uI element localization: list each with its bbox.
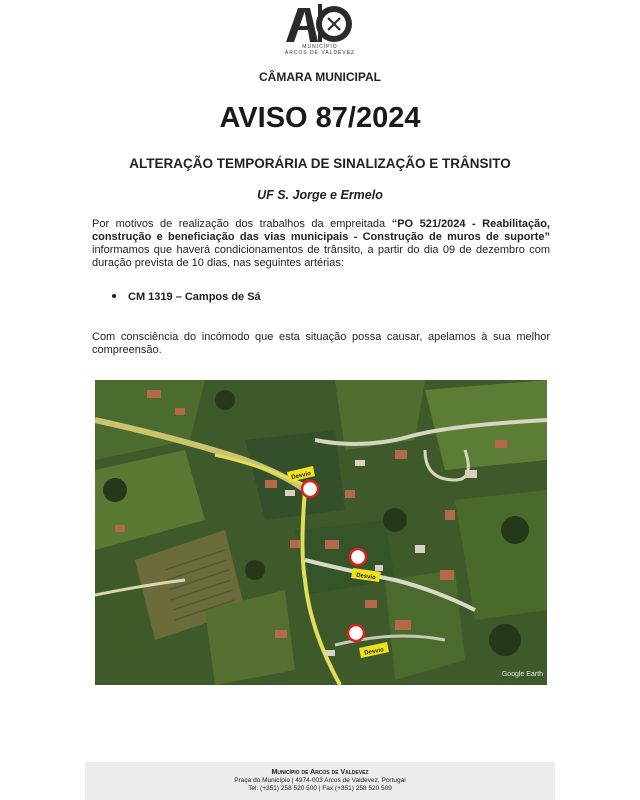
logo-caption: MUNICÍPIO ARCOS DE VALDEVEZ	[284, 44, 356, 56]
footer-name: Município de Arcos de Valdevez	[271, 769, 369, 776]
footer-address: Praça do Município | 4974-003 Arcos de Valdevez, Portugal	[234, 777, 406, 784]
footer	[85, 762, 555, 800]
svg-text:Desvio: Desvio	[363, 647, 385, 657]
intro-paragraph: Por motivos de realização dos trabalhos da empreitada “PO 521/2024 - Reabilitação, construção e beneficiação das vias municipais - Construção de muros de suporte” informamos que haverá condicionamentos de trânsito, a partir do dia 09 de dezembro com duração prevista de 10 dias, nas seguintes artérias:	[92, 218, 550, 269]
notice-title: AVISO 87/2024	[219, 102, 421, 134]
traffic-sign-icon	[348, 625, 364, 641]
closing-paragraph: Com consciência do incómodo que esta situação possa causar, apelamos à sua melhor compreensão.	[92, 331, 550, 356]
notice-subtitle: ALTERAÇÃO TEMPORÁRIA DE SINALIZAÇÃO E TRÂNSITO	[129, 156, 511, 171]
footer-contacts: Tel. (+351) 258 520 500 | Fax (+351) 258 520 509	[248, 785, 392, 792]
artery-list-item: CM 1319 – Campos de Sá	[112, 291, 261, 303]
map-watermark: Google Earth	[501, 671, 543, 678]
satellite-map	[95, 380, 547, 685]
traffic-sign-icon	[350, 549, 366, 565]
logo-emblem-icon	[276, 2, 364, 46]
notice-area: UF S. Jorge e Ermelo	[257, 188, 383, 202]
svg-text:Desvio: Desvio	[355, 572, 377, 582]
traffic-sign-icon	[302, 481, 318, 497]
organization-name: CÂMARA MUNICIPAL	[259, 70, 381, 84]
svg-text:Desvio: Desvio	[290, 470, 312, 481]
bullet-icon	[112, 294, 116, 298]
